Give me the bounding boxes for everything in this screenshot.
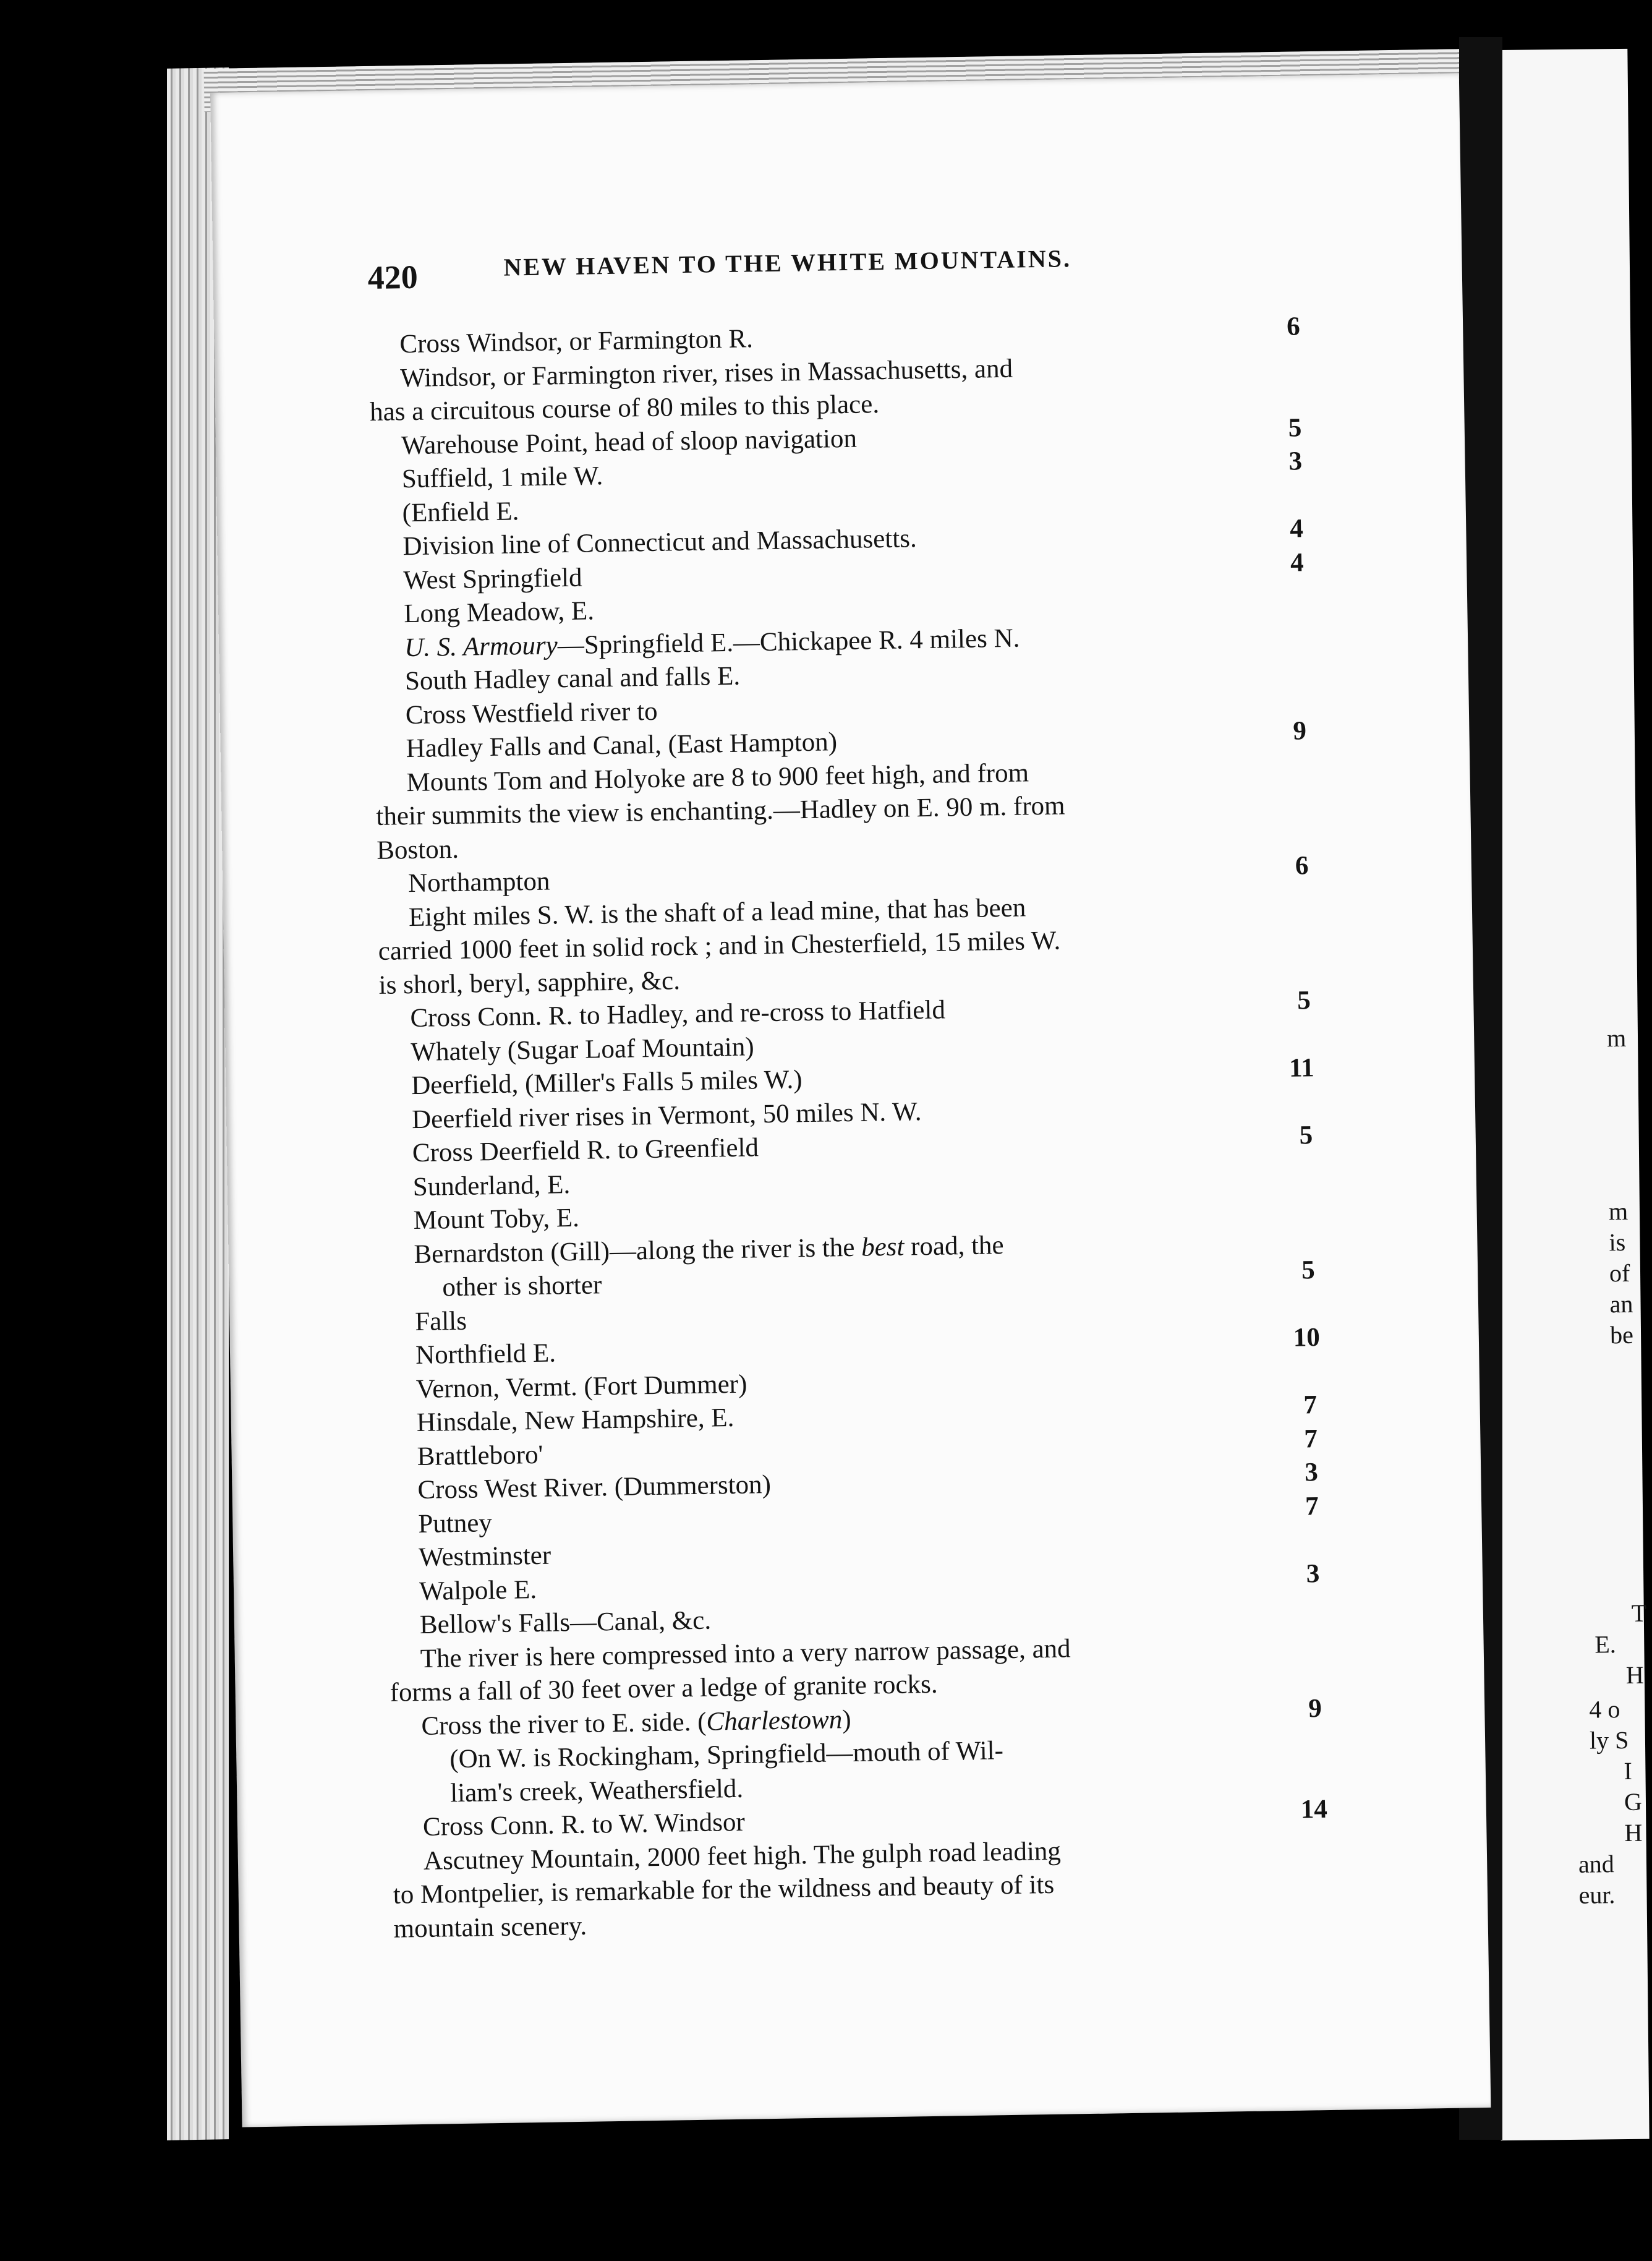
itinerary-line: (On W. is Rockingham, Springfield—mouth of Wil- bbox=[449, 1736, 1004, 1774]
facing-page-fragment: H bbox=[1625, 1660, 1644, 1690]
distance-miles: 7 bbox=[1305, 1491, 1319, 1521]
itinerary-line: Brattleboro' bbox=[417, 1440, 543, 1471]
book-page bbox=[210, 73, 1491, 2127]
itinerary-line: Hinsdale, New Hampshire, E. bbox=[416, 1403, 734, 1438]
itinerary-line: their summits the view is enchanting.—Hadley on E. 90 m. from bbox=[376, 791, 1065, 831]
itinerary-line: Long Meadow, E. bbox=[403, 596, 595, 629]
facing-page-fragment: H bbox=[1624, 1818, 1643, 1847]
itinerary-line: Mount Toby, E. bbox=[413, 1203, 580, 1236]
facing-page-fragment: and bbox=[1578, 1850, 1615, 1878]
distance-miles: 4 bbox=[1289, 514, 1304, 544]
itinerary-line: U. S. Armoury—Springfield E.—Chickapee R. 4 miles N. bbox=[404, 623, 1020, 662]
running-head: NEW HAVEN TO THE WHITE MOUNTAINS. bbox=[503, 244, 1072, 281]
itinerary-line: to Montpelier, is remarkable for the wildness and beauty of its bbox=[393, 1870, 1055, 1910]
itinerary-line: Westminster bbox=[418, 1541, 551, 1572]
itinerary-line: liam's creek, Weathersfield. bbox=[449, 1774, 744, 1808]
distance-miles: 10 bbox=[1293, 1323, 1321, 1353]
distance-miles: 14 bbox=[1300, 1794, 1328, 1824]
itinerary-line: The river is here compressed into a very narrow passage, and bbox=[420, 1633, 1071, 1673]
itinerary-line: Sunderland, E. bbox=[412, 1169, 571, 1202]
facing-page-fragment: an bbox=[1609, 1289, 1633, 1319]
itinerary-line: West Springfield bbox=[403, 563, 582, 595]
itinerary-line: South Hadley canal and falls E. bbox=[404, 661, 741, 696]
itinerary-line: has a circuitous course of 80 miles to this place. bbox=[369, 390, 880, 427]
itinerary-line: Mounts Tom and Holyoke are 8 to 900 feet high, and from bbox=[406, 758, 1029, 797]
itinerary-line: Cross Westfield river to bbox=[405, 696, 658, 730]
distance-miles: 3 bbox=[1306, 1558, 1320, 1588]
facing-page-fragment: G bbox=[1624, 1787, 1643, 1816]
facing-page-fragment: m bbox=[1606, 1024, 1627, 1053]
itinerary-line: other is shorter bbox=[442, 1270, 602, 1302]
itinerary-line: Northfield E. bbox=[415, 1338, 556, 1370]
itinerary-line: mountain scenery. bbox=[393, 1911, 587, 1944]
itinerary-line: Hadley Falls and Canal, (East Hampton) bbox=[406, 727, 838, 764]
distance-miles: 5 bbox=[1299, 1121, 1313, 1150]
facing-page-fragment: is bbox=[1609, 1228, 1626, 1257]
page-number: 420 bbox=[367, 258, 419, 297]
itinerary-line: Eight miles S. W. is the shaft of a lead mine, that has been bbox=[408, 892, 1026, 932]
itinerary-line: Putney bbox=[418, 1508, 493, 1539]
facing-page-fragment: I bbox=[1624, 1756, 1633, 1785]
itinerary-line: Division line of Connecticut and Massachusetts. bbox=[402, 524, 918, 562]
facing-page-fragment: of bbox=[1609, 1259, 1630, 1288]
itinerary-line: Northampton bbox=[407, 866, 550, 899]
itinerary-line: Deerfield river rises in Vermont, 50 miles N. W. bbox=[411, 1096, 922, 1134]
itinerary-line: Falls bbox=[414, 1306, 467, 1336]
facing-page-fragment: m bbox=[1608, 1197, 1629, 1226]
itinerary-line: Windsor, or Farmington river, rises in Massachusetts, and bbox=[399, 354, 1013, 393]
itinerary-line: Boston. bbox=[376, 834, 459, 865]
itinerary-line: Deerfield, (Miller's Falls 5 miles W.) bbox=[411, 1065, 803, 1101]
itinerary-line: Vernon, Vermt. (Fort Dummer) bbox=[415, 1369, 747, 1404]
itinerary-line: Bernardston (Gill)—along the river is the best road, the bbox=[414, 1230, 1004, 1269]
facing-page-fragment: T bbox=[1631, 1599, 1647, 1627]
itinerary-line: Cross West River. (Dummerston) bbox=[417, 1470, 772, 1505]
itinerary-line: Whately (Sugar Loaf Mountain) bbox=[411, 1032, 754, 1067]
distance-miles: 5 bbox=[1301, 1255, 1315, 1285]
distance-miles: 3 bbox=[1304, 1458, 1319, 1487]
facing-page bbox=[1479, 49, 1649, 2140]
distance-miles: 6 bbox=[1286, 312, 1301, 341]
facing-page-fragment: be bbox=[1609, 1320, 1634, 1349]
itinerary-line: Cross Windsor, or Farmington R. bbox=[399, 324, 754, 359]
itinerary-line: carried 1000 feet in solid rock ; and in Chesterfield, 15 miles W. bbox=[378, 926, 1061, 966]
distance-miles: 6 bbox=[1295, 851, 1309, 881]
distance-miles: 5 bbox=[1288, 412, 1302, 443]
facing-page-fragment: eur. bbox=[1578, 1881, 1616, 1909]
distance-miles: 4 bbox=[1290, 547, 1305, 578]
itinerary-line: (Enfield E. bbox=[402, 496, 519, 528]
itinerary-line: Cross the river to E. side. (Charlestown) bbox=[421, 1704, 851, 1741]
facing-page-fragment: E. bbox=[1595, 1630, 1616, 1659]
distance-miles: 9 bbox=[1308, 1693, 1322, 1723]
itinerary-line: Bellow's Falls—Canal, &c. bbox=[419, 1605, 712, 1639]
itinerary-line: Cross Conn. R. to W. Windsor bbox=[422, 1807, 746, 1842]
distance-miles: 7 bbox=[1304, 1424, 1318, 1453]
itinerary-line: Cross Deerfield R. to Greenfield bbox=[412, 1133, 759, 1168]
facing-page-fragment: ly S bbox=[1589, 1725, 1629, 1755]
facing-page-fragment: 4 o bbox=[1589, 1695, 1620, 1724]
distance-miles: 3 bbox=[1288, 447, 1303, 476]
itinerary-line: is shorl, beryl, sapphire, &c. bbox=[378, 965, 681, 1000]
distance-miles: 7 bbox=[1303, 1390, 1318, 1420]
distance-miles: 5 bbox=[1296, 986, 1311, 1015]
itinerary-line: Ascutney Mountain, 2000 feet high. The gulph road leading bbox=[423, 1836, 1062, 1876]
itinerary-line: Suffield, 1 mile W. bbox=[401, 461, 603, 494]
distance-miles: 11 bbox=[1288, 1053, 1314, 1083]
itinerary-line: forms a fall of 30 feet over a ledge of granite rocks. bbox=[390, 1669, 938, 1708]
itinerary-line: Walpole E. bbox=[419, 1575, 537, 1606]
distance-miles: 9 bbox=[1293, 716, 1307, 746]
itinerary-line: Warehouse Point, head of sloop navigation bbox=[401, 424, 858, 460]
itinerary-line: Cross Conn. R. to Hadley, and re-cross to Hatfield bbox=[410, 995, 946, 1033]
